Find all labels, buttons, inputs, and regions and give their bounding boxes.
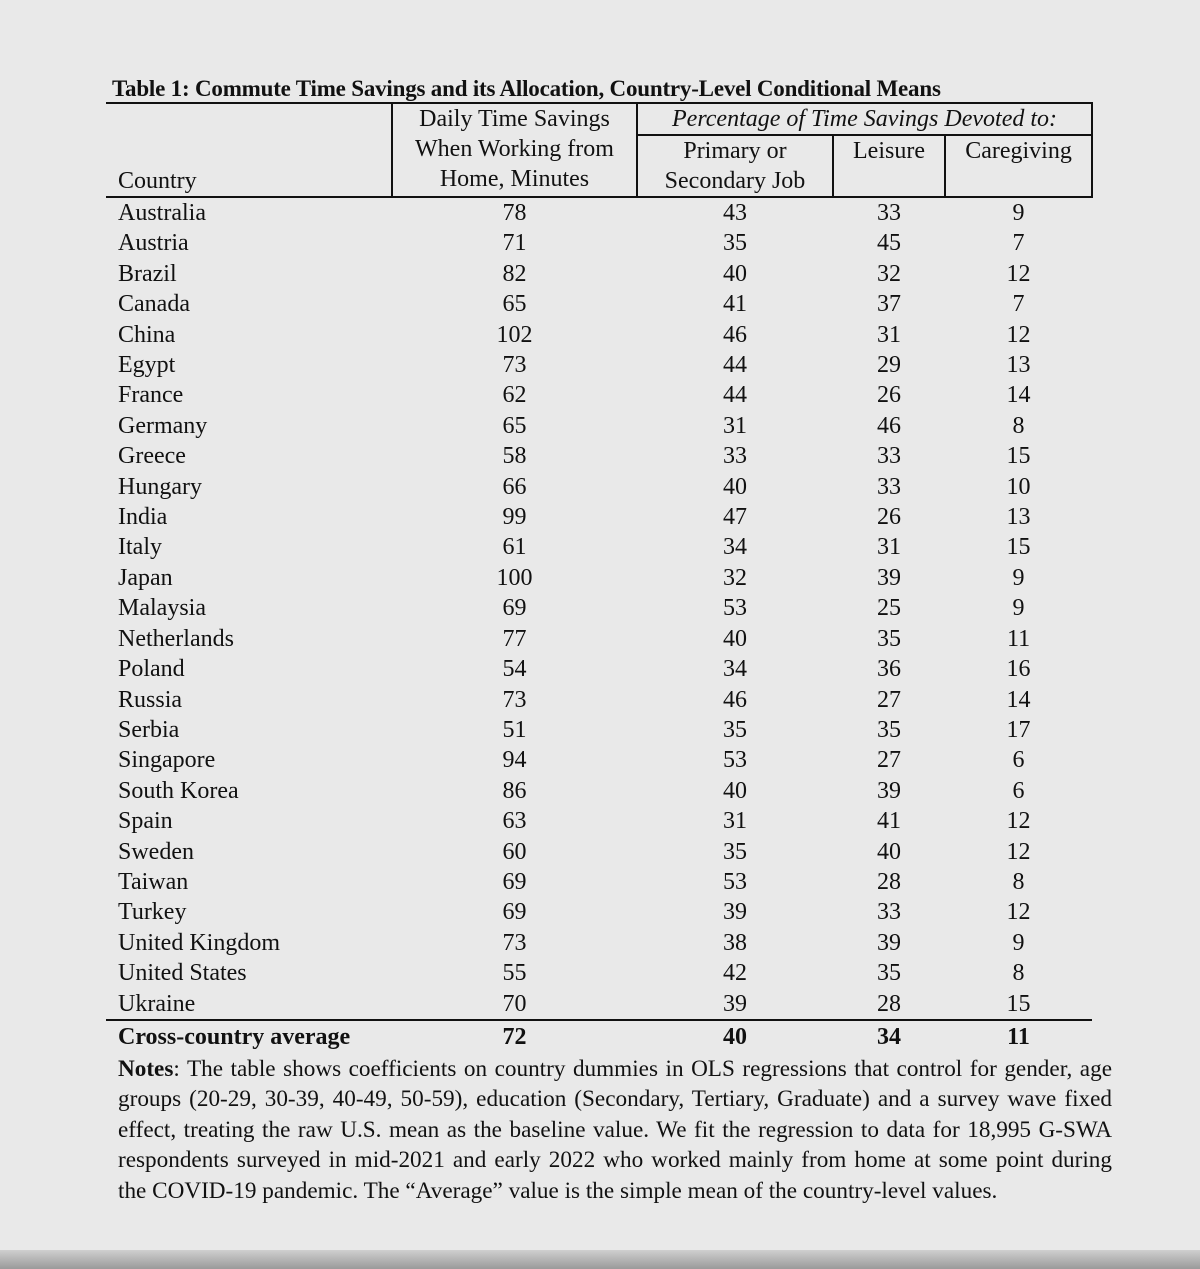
cell-job-pct: 44 [723, 352, 747, 379]
table-row [106, 197, 1092, 228]
cell-job-pct: 31 [723, 412, 747, 439]
cell-job-pct: 32 [723, 564, 747, 591]
cell-leisure-pct: 37 [877, 291, 901, 318]
cell-caregiving-pct: 9 [1012, 929, 1025, 956]
cell-job-pct: 35 [723, 716, 747, 743]
cell-daily-savings: 63 [502, 808, 527, 835]
cell-job-pct: 34 [723, 534, 747, 561]
table-title: Table 1: Commute Time Savings and its Allocation, Country-Level Conditional Means [112, 76, 941, 101]
cell-job-pct: 40 [723, 473, 747, 500]
cell-leisure-pct: 33 [877, 473, 901, 500]
cell-caregiving-pct: 9 [1012, 200, 1025, 226]
cell-daily-savings: 77 [502, 625, 527, 652]
cell-country: Serbia [118, 716, 180, 743]
cell-country: United Kingdom [118, 929, 280, 956]
cell-leisure-pct: 27 [877, 686, 901, 713]
cell-caregiving-pct: 6 [1012, 777, 1025, 804]
cell-country: Netherlands [118, 625, 234, 652]
cell-country: Spain [118, 808, 173, 835]
cell-country: Ukraine [118, 990, 196, 1017]
cell-job-pct: 44 [723, 382, 747, 409]
cell-country: Taiwan [118, 868, 189, 895]
header-daily-line-3: Home, Minutes [439, 166, 590, 192]
cell-caregiving-pct: 14 [1006, 686, 1031, 713]
cell-country: Australia [118, 200, 206, 226]
table-row [106, 593, 1092, 623]
cell-job-pct: 41 [723, 291, 747, 318]
cell-daily-savings: 61 [502, 534, 527, 561]
cell-caregiving-pct: 14 [1006, 382, 1031, 409]
average-leisure: 34 [833, 1020, 945, 1053]
cell-leisure-pct: 25 [877, 595, 901, 622]
table-container [106, 102, 1092, 1053]
cell-country: Austria [118, 230, 189, 257]
cell-daily-savings: 69 [502, 868, 527, 895]
notes-text: : The table shows coefficients on country dummies in OLS regressions that control for gender, age groups (20-29, 30-39, 40-49, 50-59), education (Secondary, Tertiary, Graduate) and a survey wave fixed effect, treating the raw U.S. mean as the baseline value. We fit the regression to data for 18,995 G-SWA respondents surveyed in mid-2021 and early 2022 who worked mainly from home at some point during the COVID-19 pandemic. The “Average” value is the simple mean of the country-level values. [118, 1056, 1112, 1204]
table-row [106, 928, 1092, 958]
cell-leisure-pct: 26 [877, 504, 901, 531]
cell-country: Russia [118, 686, 183, 713]
cell-daily-savings: 102 [496, 321, 533, 348]
cell-caregiving-pct: 12 [1006, 260, 1031, 287]
cell-caregiving-pct: 13 [1006, 352, 1031, 379]
cell-job-pct: 46 [723, 321, 747, 348]
table-row [106, 989, 1092, 1020]
cell-job-pct: 35 [723, 838, 747, 865]
cell-country: Brazil [118, 260, 177, 287]
cell-leisure-pct: 39 [877, 564, 901, 591]
cell-caregiving-pct: 12 [1006, 321, 1031, 348]
average-label: Cross-country average [106, 1020, 392, 1053]
cell-caregiving-pct: 12 [1006, 838, 1031, 865]
cell-job-pct: 43 [723, 200, 747, 226]
cell-caregiving-pct: 17 [1006, 716, 1031, 743]
cell-leisure-pct: 31 [877, 321, 901, 348]
table-row [106, 563, 1092, 593]
cell-job-pct: 42 [723, 960, 747, 987]
cell-daily-savings: 78 [502, 200, 527, 226]
table-row [106, 411, 1092, 441]
table-row [106, 350, 1092, 380]
cell-caregiving-pct: 10 [1006, 473, 1031, 500]
cell-leisure-pct: 35 [877, 716, 901, 743]
cell-caregiving-pct: 7 [1012, 291, 1025, 318]
cell-leisure-pct: 27 [877, 747, 901, 774]
average-row [106, 1020, 1092, 1053]
cell-daily-savings: 100 [496, 564, 533, 591]
cell-country: South Korea [118, 777, 239, 804]
cell-country: Italy [118, 534, 162, 561]
table-row [106, 380, 1092, 410]
average-job: 40 [637, 1020, 833, 1053]
cell-caregiving-pct: 8 [1012, 868, 1025, 895]
header-percentage-group: Percentage of Time Savings Devoted to: [637, 103, 1092, 135]
cell-leisure-pct: 33 [877, 200, 901, 226]
data-table [106, 102, 1093, 1053]
cell-job-pct: 35 [723, 230, 747, 257]
table-row [106, 897, 1092, 927]
cell-daily-savings: 86 [502, 777, 527, 804]
table-row [106, 654, 1092, 684]
cell-leisure-pct: 46 [877, 412, 901, 439]
cell-leisure-pct: 39 [877, 777, 901, 804]
cell-daily-savings: 51 [502, 716, 527, 743]
header-leisure: Leisure [833, 135, 945, 197]
table-row [106, 259, 1092, 289]
header-job [637, 135, 833, 197]
header-daily-savings [392, 103, 637, 197]
cell-job-pct: 47 [723, 504, 747, 531]
cell-country: Greece [118, 443, 186, 470]
table-row [106, 958, 1092, 988]
cell-job-pct: 40 [723, 777, 747, 804]
cell-country: France [118, 382, 184, 409]
cell-caregiving-pct: 15 [1006, 443, 1031, 470]
cell-caregiving-pct: 15 [1006, 990, 1031, 1017]
cell-job-pct: 33 [723, 443, 747, 470]
cell-country: Japan [118, 564, 173, 591]
cell-caregiving-pct: 6 [1012, 747, 1025, 774]
header-daily-line-2: When Working from [415, 136, 614, 162]
table-row [106, 289, 1092, 319]
cell-daily-savings: 58 [502, 443, 527, 470]
cell-caregiving-pct: 7 [1012, 230, 1025, 257]
cell-job-pct: 53 [723, 595, 747, 622]
table-row [106, 228, 1092, 258]
cell-country: Germany [118, 412, 208, 439]
header-job-line-2: Secondary Job [664, 168, 806, 194]
table-row [106, 624, 1092, 654]
cell-leisure-pct: 39 [877, 929, 901, 956]
cell-leisure-pct: 41 [877, 808, 901, 835]
cell-leisure-pct: 35 [877, 625, 901, 652]
cell-country: Egypt [118, 352, 176, 379]
cell-country: United States [118, 960, 247, 987]
cell-daily-savings: 70 [502, 990, 527, 1017]
cell-daily-savings: 55 [502, 960, 527, 987]
cell-daily-savings: 54 [502, 656, 527, 683]
cell-leisure-pct: 31 [877, 534, 901, 561]
cell-daily-savings: 94 [502, 747, 527, 774]
cell-daily-savings: 62 [502, 382, 527, 409]
cell-daily-savings: 73 [502, 929, 527, 956]
cell-leisure-pct: 35 [877, 960, 901, 987]
cell-caregiving-pct: 13 [1006, 504, 1031, 531]
cell-leisure-pct: 40 [877, 838, 901, 865]
cell-caregiving-pct: 16 [1006, 656, 1031, 683]
cell-daily-savings: 99 [502, 504, 527, 531]
cell-job-pct: 38 [723, 929, 747, 956]
table-row [106, 837, 1092, 867]
header-country: Country [106, 103, 392, 197]
table-row [106, 441, 1092, 471]
cell-leisure-pct: 33 [877, 443, 901, 470]
cell-job-pct: 34 [723, 656, 747, 683]
cell-caregiving-pct: 8 [1012, 960, 1025, 987]
header-daily-line-1: Daily Time Savings [419, 106, 610, 132]
table-footer [106, 1020, 1092, 1053]
cell-leisure-pct: 36 [877, 656, 901, 683]
cell-country: Hungary [118, 473, 202, 500]
cell-daily-savings: 69 [502, 899, 527, 926]
cell-leisure-pct: 33 [877, 899, 901, 926]
cell-leisure-pct: 45 [877, 230, 901, 257]
cell-country: Poland [118, 656, 185, 683]
cell-job-pct: 53 [723, 747, 747, 774]
cell-country: Sweden [118, 838, 194, 865]
average-daily: 72 [392, 1020, 637, 1053]
cell-daily-savings: 73 [502, 352, 527, 379]
cell-leisure-pct: 26 [877, 382, 901, 409]
cell-caregiving-pct: 9 [1012, 595, 1025, 622]
table-row [106, 685, 1092, 715]
average-caregiving: 11 [945, 1020, 1092, 1053]
cell-caregiving-pct: 12 [1006, 808, 1031, 835]
cell-leisure-pct: 28 [877, 868, 901, 895]
cell-daily-savings: 82 [502, 260, 527, 287]
cell-country: India [118, 504, 168, 531]
cell-daily-savings: 65 [502, 291, 527, 318]
cell-leisure-pct: 28 [877, 990, 901, 1017]
cell-job-pct: 39 [723, 899, 747, 926]
cell-job-pct: 46 [723, 686, 747, 713]
cell-country: Singapore [118, 747, 216, 774]
cell-daily-savings: 60 [502, 838, 527, 865]
cell-caregiving-pct: 11 [1006, 625, 1031, 652]
table-row [106, 502, 1092, 532]
table-row [106, 320, 1092, 350]
cell-caregiving-pct: 12 [1006, 899, 1031, 926]
cell-job-pct: 40 [723, 625, 747, 652]
cell-country: China [118, 321, 176, 348]
cell-caregiving-pct: 9 [1012, 564, 1025, 591]
cell-country: Turkey [118, 899, 187, 926]
table-row [106, 776, 1092, 806]
header-job-line-1: Primary or [683, 138, 787, 164]
table-body [106, 197, 1092, 1020]
table-row [106, 532, 1092, 562]
cell-country: Canada [118, 291, 190, 318]
table-row [106, 806, 1092, 836]
table-header [106, 103, 1092, 197]
cell-daily-savings: 73 [502, 686, 527, 713]
cell-daily-savings: 66 [502, 473, 527, 500]
table-notes [118, 1054, 1112, 1206]
cell-country: Malaysia [118, 595, 206, 622]
cell-job-pct: 39 [723, 990, 747, 1017]
cell-daily-savings: 69 [502, 595, 527, 622]
cell-leisure-pct: 32 [877, 260, 901, 287]
cell-caregiving-pct: 15 [1006, 534, 1031, 561]
cell-job-pct: 31 [723, 808, 747, 835]
cell-daily-savings: 65 [502, 412, 527, 439]
header-caregiving: Caregiving [945, 135, 1092, 197]
viewer-bottom-edge [0, 1250, 1200, 1269]
cell-job-pct: 40 [723, 260, 747, 287]
table-row [106, 472, 1092, 502]
table-row [106, 715, 1092, 745]
table-row [106, 867, 1092, 897]
cell-job-pct: 53 [723, 868, 747, 895]
table-row [106, 745, 1092, 775]
cell-caregiving-pct: 8 [1012, 412, 1025, 439]
cell-daily-savings: 71 [502, 230, 527, 257]
cell-leisure-pct: 29 [877, 352, 901, 379]
notes-label: Notes [118, 1056, 174, 1082]
